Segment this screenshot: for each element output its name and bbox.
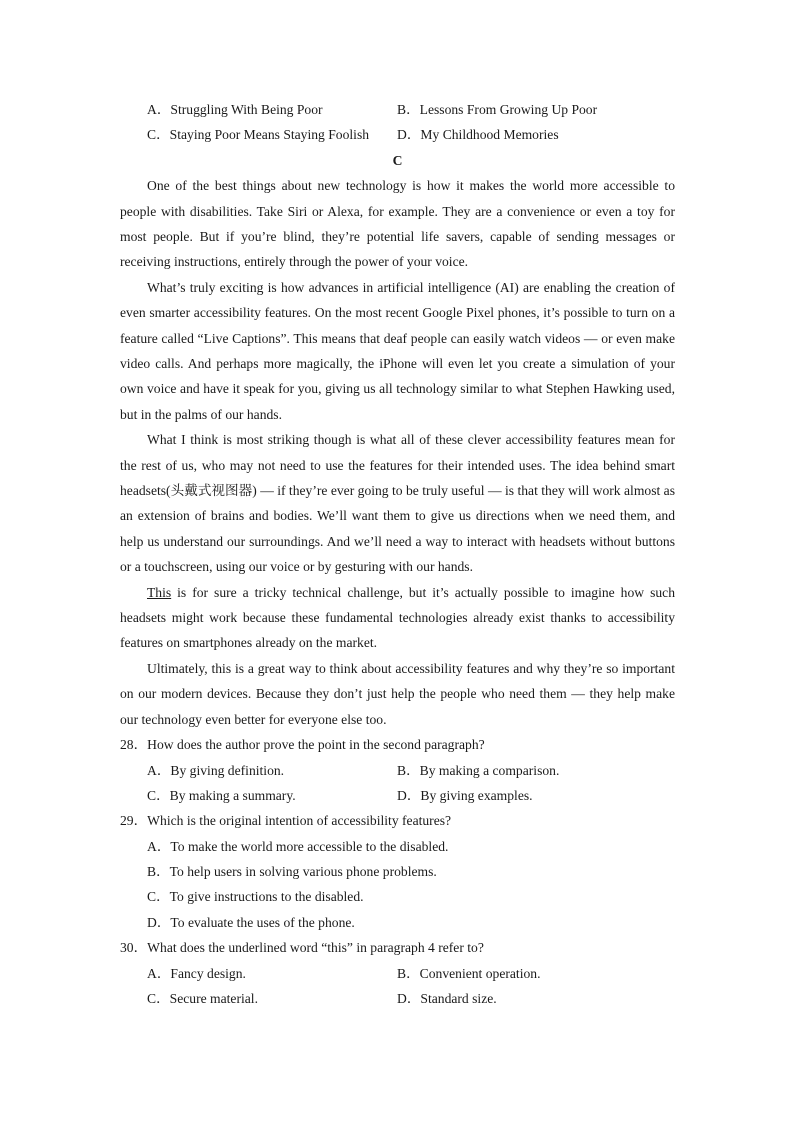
paragraph-2: What’s truly exciting is how advances in artificial intelligence (AI) are enabling the creation of even smarter accessibility features. On the most recent Google Pixel phones, it’s possible to turn on a feature called “Live Captions”. This means that deaf people can easily watch videos — or even make video calls. And perhaps more magically, the iPhone will even let you create a simulation of your own voice and have it speak for you, giving us all technology similar to what Stephen Hawking used, but in the palms of our hands. bbox=[120, 279, 675, 422]
option-d: D．To evaluate the uses of the phone. bbox=[147, 914, 355, 930]
option-d: D．By giving examples. bbox=[397, 787, 533, 803]
option-c: C．Secure material. bbox=[147, 991, 258, 1007]
exam-page bbox=[120, 97, 675, 1011]
paragraph-4-text: is for sure a tricky technical challenge, but it’s actually possible to imagine how such headsets might work because these fundamental technologies already exist thanks to accessibility features on smartphones already on the market. bbox=[120, 584, 675, 651]
option-a: A．To make the world more accessible to the disabled. bbox=[147, 838, 449, 854]
option-c: C．Staying Poor Means Staying Foolish bbox=[147, 127, 370, 143]
prev-question-options-row-2 bbox=[120, 122, 675, 147]
option-b: B．Convenient operation. bbox=[397, 965, 541, 981]
option-c: C．To give instructions to the disabled. bbox=[147, 889, 364, 905]
passage-title: C bbox=[392, 152, 403, 168]
option-b: B．Lessons From Growing Up Poor bbox=[397, 102, 598, 117]
question-30-stem: 30．What does the underlined word “this” in paragraph 4 refer to? bbox=[120, 940, 484, 956]
paragraph-5: Ultimately, this is a great way to think about accessibility features and why they’re so important on our modern devices. Because they don’t just help the people who need them — they help make our technology even better for everyone else too. bbox=[120, 660, 675, 727]
option-a: A．By giving definition. bbox=[147, 762, 285, 778]
question-30-options-row-2 bbox=[120, 986, 675, 1011]
paragraph-3: What I think is most striking though is what all of these clever accessibility features mean for the rest of us, who may not need to use the features for their intended uses. The idea behind smart headsets(头戴式视图器) — if they’re ever going to be truly useful — is that they will work almost as an extension of brains and bodies. We’ll want them to give us directions when we need them, and help us understand our surroundings. And we’ll need a way to interact with headsets without buttons or a touchscreen, using our voice or by gesturing with our hands. bbox=[120, 432, 675, 575]
question-28-options-row-2 bbox=[120, 783, 675, 808]
question-28-options-row-1 bbox=[120, 758, 675, 783]
option-b: B．To help users in solving various phone problems. bbox=[147, 864, 437, 880]
underlined-word-this: This bbox=[147, 584, 172, 600]
option-a: A．Struggling With Being Poor bbox=[147, 102, 323, 117]
prev-question-options-row-1 bbox=[120, 97, 675, 122]
question-30-options-row-1 bbox=[120, 961, 675, 986]
question-29-stem: 29．Which is the original intention of accessibility features? bbox=[120, 813, 452, 829]
paragraph-1: One of the best things about new technology is how it makes the world more accessible to people with disabilities. Take Siri or Alexa, for example. They are a convenience or even a toy for most people. But if you’re blind, they’re potential life savers, capable of sending messages or receiving instructions, entirely through the power of your voice. bbox=[120, 178, 675, 270]
option-c: C．By making a summary. bbox=[147, 787, 296, 803]
option-a: A．Fancy design. bbox=[147, 965, 246, 981]
question-28-stem: 28．How does the author prove the point in the second paragraph? bbox=[120, 737, 485, 753]
option-b: B．By making a comparison. bbox=[397, 762, 560, 778]
option-d: D．Standard size. bbox=[397, 991, 497, 1007]
option-d: D．My Childhood Memories bbox=[397, 127, 559, 143]
paragraph-4 bbox=[120, 580, 675, 656]
